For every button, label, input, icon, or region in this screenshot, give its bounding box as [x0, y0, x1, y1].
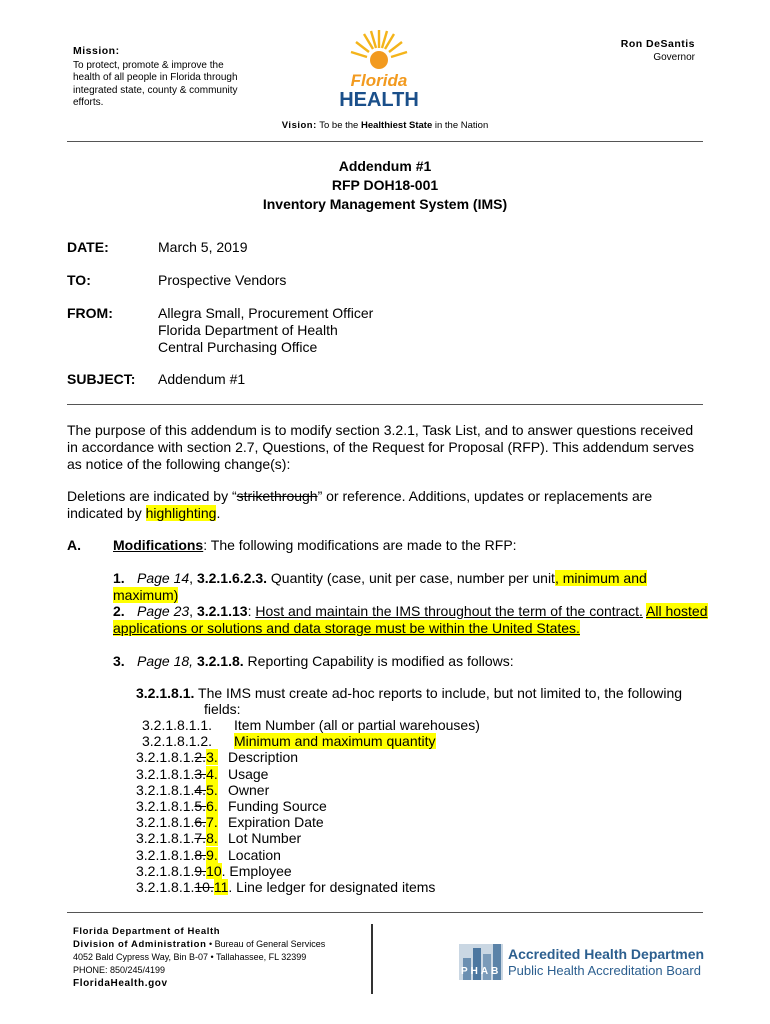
fields-list [136, 717, 480, 895]
footer-vertical-divider [371, 924, 373, 994]
field-label: Lot Number [228, 830, 302, 847]
mission-label: Mission: [73, 45, 120, 57]
field-label: Location [228, 846, 281, 863]
field-label: . Employee [221, 862, 292, 879]
modification-item-3 [113, 653, 713, 670]
field-row [136, 879, 480, 895]
field-old-num: 5. [194, 798, 207, 815]
modification-item-1: 1. Page 14, 3.2.1.6.2.3. Quantity (case, unit per case, number per unit, minimum and maximum) [113, 570, 647, 603]
phab-letters: PHAB [461, 966, 502, 977]
field-new-num: 11 [213, 879, 229, 896]
item-1-page: Page 14 [137, 570, 190, 586]
item-2-number: 2. [113, 603, 125, 619]
field-index: 3.2.1.8.1.1. [142, 717, 213, 733]
section-title: Modifications [113, 537, 204, 553]
field-new-num: 10 [206, 862, 222, 879]
field-row [136, 830, 480, 846]
sub-text-1: The IMS must create ad-hoc reports to include, but not limited to, the following [194, 685, 683, 701]
footer-bureau: • Bureau of General Services [206, 939, 326, 949]
field-index: 3.2.1.8.1. [136, 830, 195, 847]
logo-word-florida: Florida [350, 71, 408, 90]
field-label: Minimum and maximum quantity [234, 733, 436, 750]
section-text: : The following modifications are made to the RFP: [203, 537, 517, 553]
deletions-post: . [216, 505, 221, 521]
field-new-num: 8. [206, 830, 218, 847]
title-line-3: Inventory Management System (IMS) [262, 196, 508, 212]
field-old-num: 10. [194, 879, 214, 896]
date-label: DATE: [67, 239, 109, 255]
item-2-page: Page 23 [137, 603, 190, 619]
field-row [136, 847, 480, 863]
mission-statement [73, 45, 243, 110]
item-2-highlight: All hosted applications or solutions and data storage must be within the United States. [113, 603, 708, 636]
logo-word-health: HEALTH [339, 89, 419, 110]
field-label: Description [228, 749, 299, 766]
item-3-page: Page 18, [137, 653, 194, 669]
field-new-num: 3. [206, 749, 218, 766]
governor-name: Ron DeSantis [620, 38, 695, 50]
field-index: 3.2.1.8.1. [136, 814, 195, 831]
from-line-1: Allegra Small, Procurement Officer [158, 305, 374, 321]
footer-dept: Florida Department of Health [73, 926, 221, 937]
vision-bold: Healthiest State [360, 120, 433, 131]
footer-address [73, 925, 325, 990]
field-new-num: 5. [206, 781, 218, 798]
field-index: 3.2.1.8.1. [136, 862, 195, 879]
field-row [136, 814, 480, 830]
field-new-num: 4. [206, 765, 218, 782]
item-3-text: Reporting Capability is modified as follows: [243, 653, 514, 669]
modification-item-2: 2. Page 23, 3.2.1.13: Host and maintain the IMS throughout the term of the contract. All hosted applications or solutions and data storage must be within the United States. [113, 603, 708, 636]
governor-title: Governor [653, 52, 695, 63]
item-1-ref: 3.2.1.6.2.3. [196, 570, 268, 586]
subject-label: SUBJECT: [67, 371, 136, 387]
to-value: Prospective Vendors [158, 272, 287, 288]
field-index: 3.2.1.8.1. [136, 749, 195, 766]
from-label: FROM: [67, 305, 113, 321]
field-label: Usage [228, 765, 269, 782]
footer-phone: PHONE: 850/245/4199 [73, 965, 166, 975]
footer-division: Division of Administration [73, 939, 207, 950]
from-value [158, 305, 373, 356]
field-index: 3.2.1.8.1.2. [142, 733, 213, 750]
field-index: 3.2.1.8.1. [136, 781, 195, 798]
section-a [67, 537, 707, 554]
to-label: TO: [67, 272, 91, 288]
florida-health-logo [339, 28, 419, 110]
field-old-num: 7. [194, 830, 207, 847]
item-2-text: Host and maintain the IMS throughout the term of the contract. [255, 603, 643, 619]
header-divider [67, 141, 703, 142]
item-3-number: 3. [113, 653, 125, 669]
field-label: Owner [228, 781, 270, 798]
subsection-3-2-1-8-1 [136, 685, 703, 717]
vision-pre: To be the [316, 120, 361, 131]
field-label: Expiration Date [228, 814, 324, 831]
subject-value: Addendum #1 [158, 371, 246, 387]
document-title [0, 157, 770, 214]
item-1-text: Quantity (case, unit per case, number per unit [267, 570, 555, 586]
deletions-highlight: highlighting [145, 505, 217, 521]
field-old-num: 4. [194, 781, 207, 798]
title-line-1: Addendum #1 [338, 158, 432, 174]
field-old-num: 9. [194, 862, 207, 879]
field-old-num: 8. [194, 846, 207, 863]
phab-line-1: Accredited Health Department [508, 946, 704, 962]
vision-label: Vision: [281, 120, 317, 131]
deletions-pre: Deletions are indicated by “ [67, 488, 237, 504]
field-index: 3.2.1.8.1. [136, 798, 195, 815]
field-label: Item Number (all or partial warehouses) [234, 717, 480, 733]
field-row [136, 782, 480, 798]
item-3-ref: 3.2.1.8. [196, 653, 244, 669]
item-2-ref: 3.2.1.13 [196, 603, 248, 619]
field-old-num: 6. [194, 814, 207, 831]
field-old-num: 2. [194, 749, 207, 766]
field-row [136, 749, 480, 765]
footer-url[interactable]: FloridaHealth.gov [73, 978, 168, 989]
item-1-highlight: , minimum and maximum) [113, 570, 647, 603]
field-label: Funding Source [228, 798, 327, 815]
field-row [136, 717, 480, 733]
from-line-2: Florida Department of Health [158, 322, 338, 338]
title-line-2: RFP DOH18-001 [331, 177, 439, 193]
field-row [136, 863, 480, 879]
memo-divider [67, 404, 703, 405]
field-new-num: 9. [206, 846, 218, 863]
deletions-mid: ” or reference. Additions, updates or replacements are indicated by [67, 488, 653, 521]
field-new-num: 7. [206, 814, 218, 831]
sub-text-2: fields: [204, 701, 241, 718]
purpose-paragraph: The purpose of this addendum is to modify section 3.2.1, Task List, and to answer questions received in accordance with section 2.7, Questions, of the Request for Proposal (RFP). This addendum serves as notice of the following change(s): [67, 422, 694, 472]
mission-text: To protect, promote & improve the health of all people in Florida through integrated state, county & community efforts. [73, 59, 238, 108]
item-1-number: 1. [113, 570, 125, 586]
phab-line-2: Public Health Accreditation Board [508, 963, 701, 978]
field-index: 3.2.1.8.1. [136, 765, 195, 782]
footer-address-line: 4052 Bald Cypress Way, Bin B-07 • Tallahassee, FL 32399 [73, 952, 307, 962]
field-index: 3.2.1.8.1. [136, 846, 195, 863]
field-row [136, 733, 480, 749]
vision-statement [0, 120, 770, 131]
governor-block [621, 38, 695, 64]
footer-divider [67, 912, 703, 913]
field-label: . Line ledger for designated items [228, 879, 436, 896]
deletions-strike: strikethrough [236, 488, 318, 504]
section-letter: A. [67, 537, 81, 553]
vision-post: in the Nation [432, 120, 489, 131]
phab-logo [459, 944, 704, 987]
field-old-num: 3. [194, 765, 207, 782]
field-index: 3.2.1.8.1. [136, 879, 195, 896]
sub-ref: 3.2.1.8.1. [136, 685, 195, 701]
field-new-num: 6. [206, 798, 218, 815]
field-row [136, 798, 480, 814]
deletions-paragraph [67, 488, 707, 522]
from-line-3: Central Purchasing Office [158, 339, 318, 355]
field-row [136, 766, 480, 782]
date-value: March 5, 2019 [158, 239, 248, 255]
